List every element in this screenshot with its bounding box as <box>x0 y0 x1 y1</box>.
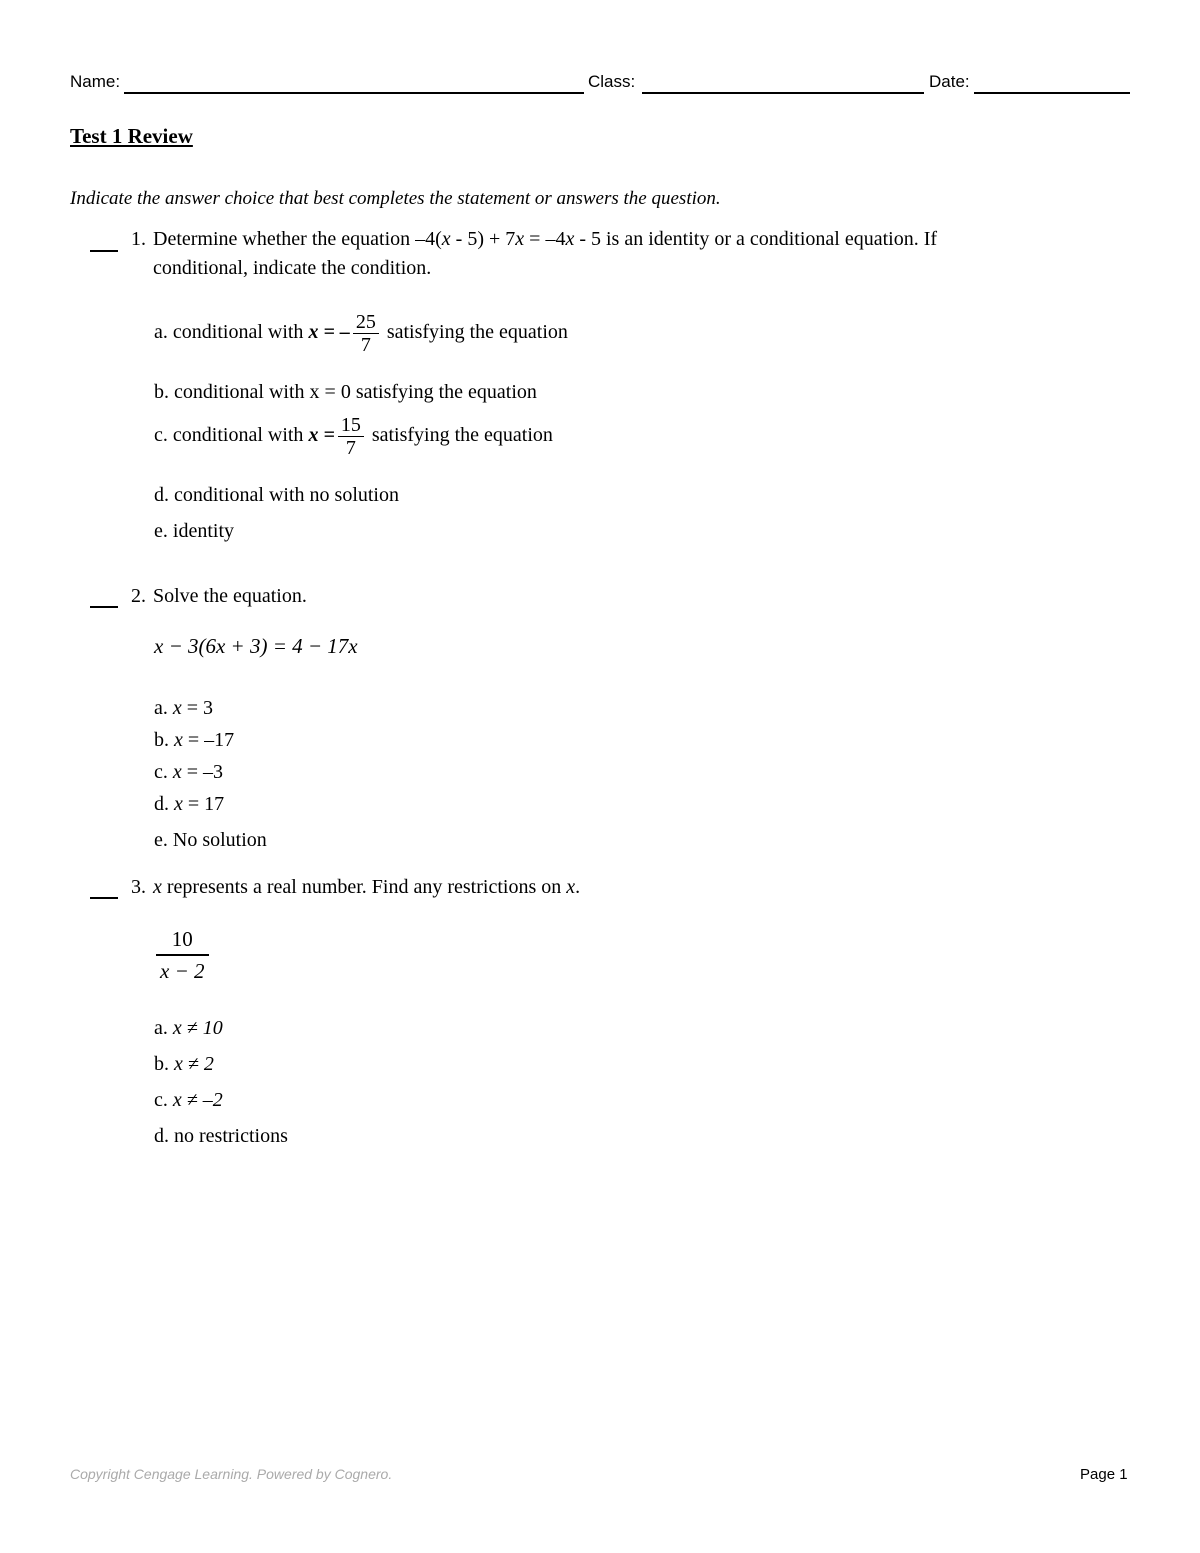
name-label: Name: <box>70 72 121 91</box>
date-label: Date: <box>929 72 970 91</box>
question-text-2: Solve the equation. <box>153 585 307 607</box>
q3-option-d[interactable]: d. no restrictions <box>154 1125 288 1147</box>
question-number-1: 1. <box>131 228 146 250</box>
header <box>70 72 1130 98</box>
q3-option-b[interactable]: b. x ≠ 2 <box>154 1053 214 1075</box>
q1-option-e[interactable]: e. identity <box>154 520 234 542</box>
question-number-2: 2. <box>131 585 146 607</box>
class-label: Class: <box>588 72 636 91</box>
q1-option-c[interactable]: c. conditional with x = $\frac{15}{7}$ satisfying the equation <box>154 414 553 459</box>
q1-option-a[interactable]: a. conditional with x = – $\frac{25}{7}$ satisfying the equation <box>154 311 568 356</box>
q2-option-d[interactable]: d. x = 17 <box>154 793 225 815</box>
q3-option-c[interactable]: c. x ≠ –2 <box>154 1089 223 1111</box>
copyright-text: Copyright Cengage Learning. Powered by Cognero. <box>70 1466 393 1482</box>
class-field[interactable] <box>642 92 924 94</box>
page-title: Test 1 Review <box>70 124 193 148</box>
fraction: $\frac{15}{7}$ <box>338 414 364 459</box>
question-text-3: x represents a real number. Find any restrictions on x. <box>153 876 581 898</box>
q1-option-d[interactable]: d. conditional with no solution <box>154 484 399 506</box>
q2-option-b[interactable]: b. x = –17 <box>154 729 235 751</box>
instructions: Indicate the answer choice that best completes the statement or answers the question. <box>70 188 721 209</box>
q3-expression: $\frac{10}{x - 2}$ <box>156 924 209 986</box>
q1-option-b[interactable]: b. conditional with x = 0 satisfying the equation <box>154 381 537 403</box>
date-field[interactable] <box>974 92 1130 94</box>
q2-equation: x − 3(6x + 3) = 4 − 17x <box>154 634 358 658</box>
answer-blank-2[interactable] <box>90 606 118 608</box>
answer-blank-3[interactable] <box>90 897 118 899</box>
question-text-1: Determine whether the equation –4(x - 5) + 7x = –4x - 5 is an identity or a conditional equation. If conditional, indicate the condition. <box>153 228 938 279</box>
question-number-3: 3. <box>131 876 146 898</box>
page-number: Page 1 <box>1080 1466 1128 1483</box>
name-field[interactable] <box>124 92 584 94</box>
q2-option-e[interactable]: e. No solution <box>154 829 267 851</box>
answer-blank-1[interactable] <box>90 250 118 252</box>
q2-option-c[interactable]: c. x = –3 <box>154 761 224 783</box>
q2-option-a[interactable]: a. x = 3 <box>154 697 214 719</box>
fraction: $\frac{25}{7}$ <box>353 311 379 356</box>
q3-option-a[interactable]: a. x ≠ 10 <box>154 1017 223 1039</box>
